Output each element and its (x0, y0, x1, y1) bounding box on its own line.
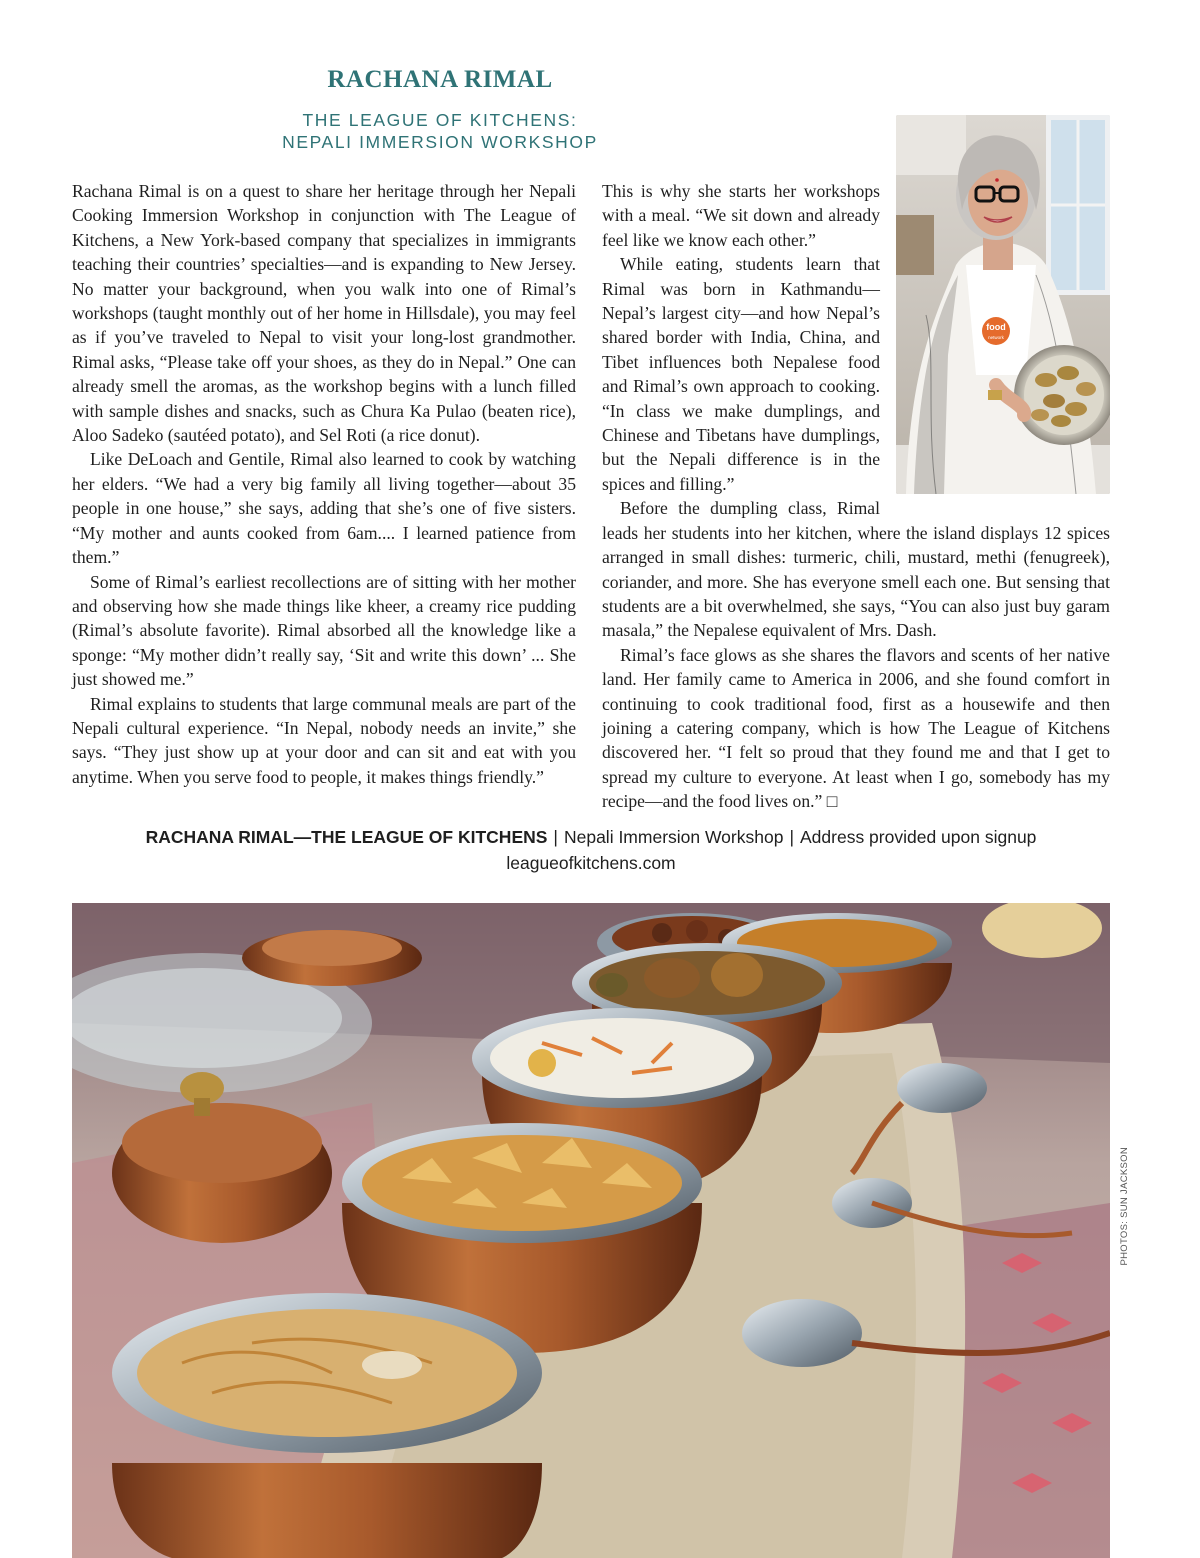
info-separator: | (553, 827, 558, 847)
subtitle-line-1: THE LEAGUE OF KITCHENS: (302, 110, 578, 130)
info-website-link[interactable]: leagueofkitchens.com (506, 853, 676, 873)
paragraph: Before the dumpling class, Rimal leads her students into her kitchen, where the island displays 12 spices arranged in small dishes: turmeric, chili, mustard, methi (fenugreek), coriander, and more. She has everyone smell each one. But sensing that students are a bit overwhelmed, she says, “You can also just buy garam masala,” the Nepalese equivalent of Mrs. Dash. (602, 498, 1110, 641)
apron-logo-text: food (986, 322, 1006, 332)
workshop-info (72, 824, 1110, 876)
article-title: RACHANA RIMAL (327, 66, 553, 93)
food-spread-photo (72, 903, 1110, 1558)
paragraph: While eating, students learn that Rimal was born in Kathmandu—Nepal’s largest city—and how Nepal’s shared border with India, China, and Tibet influences both Nepalese food and Rimal’s own approach to cooking. “In class we make dumplings, and Chinese and Tibetans have dumplings, but the Nepali difference is in the spices and filling.” (602, 254, 880, 494)
paragraph: Some of Rimal’s earliest recollections are of sitting with her mother and observing how she made things like kheer, a creamy rice pudding (Rimal’s absolute favorite). Rimal absorbed all the knowledge like a sponge: “My mother didn’t really say, ‘Sit and write this down’ ... She just showed me.” (72, 571, 576, 690)
paragraph: Like DeLoach and Gentile, Rimal also learned to cook by watching her elders. “We had a very big family all living together—about 35 people in one house,” she says, adding that she’s one of five sisters. “My mother and aunts cooked from 6am.... I learned patience from them.” (72, 449, 576, 568)
paragraph: Rachana Rimal is on a quest to share her heritage through her Nepali Cooking Immersion Workshop in conjunction with The League of Kitchens, a New York-based company that specializes in immigrants teaching their countries’ specialties—and is expanding to New Jersey. No matter your background, when you walk into one of Rimal’s workshops (taught monthly out of her home in Hillsdale), you may feel as if you’ve traveled to Nepal to visit your long-lost grandmother. Rimal asks, “Please take off your shoes, as they do in Nepal.” One can already smell the aromas, as the workshop begins with a lunch filled with sample dishes and snacks, such as Chura Ka Pulao (beaten rice), Aloo Sadeko (sautéed potato), and Sel Roti (a rice donut). (72, 181, 576, 446)
paragraph: Rimal explains to students that large communal meals are part of the Nepali cultural experience. “In Nepal, nobody needs an invite,” she says. “They just show up at your door and can sit and eat with you anytime. When you serve food to people, it makes things friendly.” (72, 693, 576, 787)
article-column-left (72, 179, 576, 789)
paragraph: Rimal’s face glows as she shares the flavors and scents of her native land. Her family came to America in 2006, and she found comfort in continuing to cook traditional food, first as a housewife and then joining a catering company, which is how The League of Kitchens discovered her. “I felt so proud that they found me and that I get to spread my culture to everyone. At least when I go, somebody has my recipe—and the food lives on.” □ (602, 644, 1110, 812)
portrait-photo (896, 115, 1110, 494)
subtitle-line-2: NEPALI IMMERSION WORKSHOP (282, 132, 598, 152)
info-workshop: Nepali Immersion Workshop (563, 827, 784, 847)
photo-credit-text: PHOTOS: SUN JACKSON (1119, 1147, 1130, 1266)
info-separator: | (789, 827, 794, 847)
apron-logo-subtext: network (988, 335, 1004, 340)
article-subtitle (120, 109, 760, 153)
info-address: Address provided upon signup (800, 827, 1037, 847)
paragraph: This is why she starts her workshops with a meal. “We sit down and already feel like we know each other.” (602, 181, 880, 250)
info-name: RACHANA RIMAL—THE LEAGUE OF KITCHENS (145, 827, 548, 847)
